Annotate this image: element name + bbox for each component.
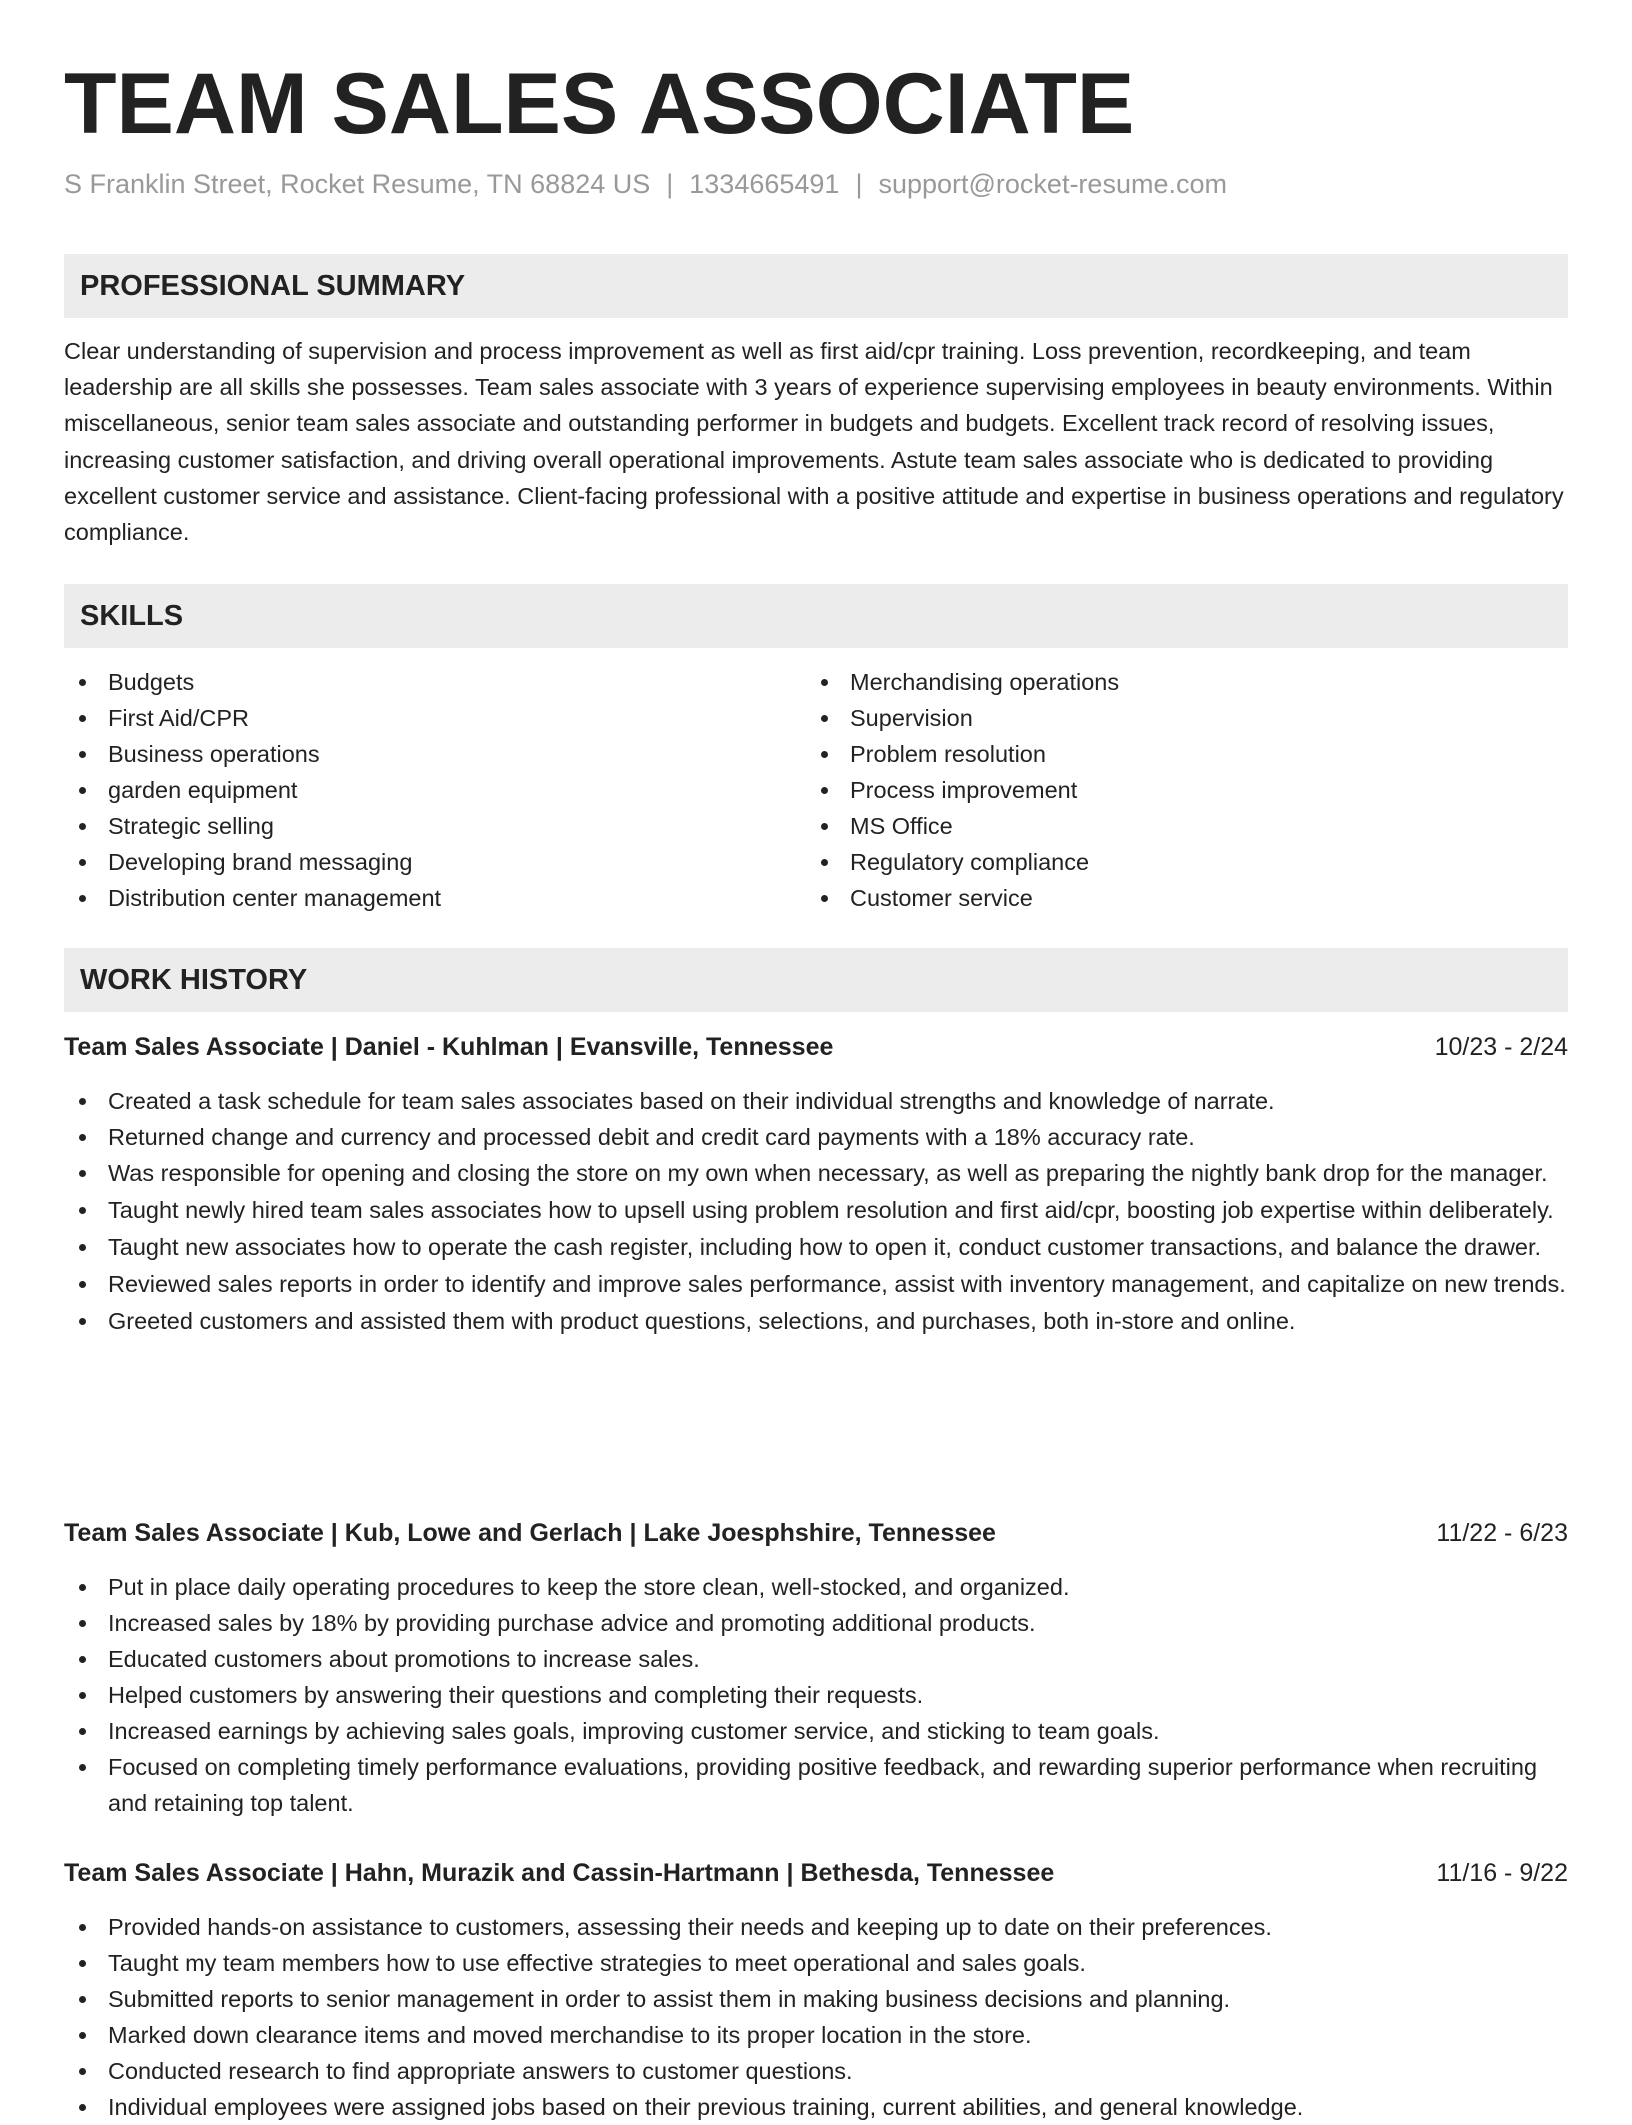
job-bullet: Increased sales by 18% by providing purchase advice and promoting additional products. <box>64 1605 1568 1641</box>
job-bullet: Increased earnings by achieving sales goals, improving customer service, and sticking to team goals. <box>64 1713 1568 1749</box>
job-bullet: Taught new associates how to operate the cash register, including how to open it, conduct customer transactions, and balance the drawer. <box>64 1229 1568 1265</box>
summary-text: Clear understanding of supervision and process improvement as well as first aid/cpr training. Loss prevention, recordkeeping, and team leadership are all skills she possesses. Team sales associate with 3 years of experience supervising employees in beauty environments. Within miscellaneous, senior team sales associate and outstanding performer in budgets and budgets. Excellent track record of resolving issues, increasing customer satisfaction, and driving overall operational improvements. Astute team sales associate who is dedicated to providing excellent customer service and assistance. Client-facing professional with a positive attitude and expertise in business operations and regulatory compliance. <box>64 338 1564 546</box>
skill-item: Regulatory compliance <box>806 844 1506 880</box>
skills-list-left <box>64 664 764 916</box>
job-title: Team Sales Associate | Hahn, Murazik and Cassin-Hartmann | Bethesda, Tennessee <box>64 1859 1055 1887</box>
skill-item: Strategic selling <box>64 808 764 844</box>
job-bullet: Was responsible for opening and closing the store on my own when necessary, as well as preparing the nightly bank drop for the manager. <box>64 1155 1568 1191</box>
job-dates: 11/16 - 9/22 <box>1436 1859 1568 1887</box>
job-bullet: Educated customers about promotions to increase sales. <box>64 1641 1568 1677</box>
skill-item: Developing brand messaging <box>64 844 764 880</box>
skill-item: Budgets <box>64 664 764 700</box>
job-bullets <box>64 1909 1568 2125</box>
job-bullet: Greeted customers and assisted them with product questions, selections, and purchases, both in-store and online. <box>64 1303 1568 1339</box>
job-bullet: Provided hands-on assistance to customers, assessing their needs and keeping up to date on their preferences. <box>64 1909 1568 1945</box>
section-header-work-history: WORK HISTORY <box>64 948 1568 1012</box>
job-title: Team Sales Associate | Kub, Lowe and Gerlach | Lake Joesphshire, Tennessee <box>64 1519 996 1547</box>
job-bullet: Submitted reports to senior management in order to assist them in making business decisions and planning. <box>64 1981 1568 2017</box>
job-dates: 10/23 - 2/24 <box>1434 1033 1568 1061</box>
skill-item: Business operations <box>64 736 764 772</box>
skill-item: Problem resolution <box>806 736 1506 772</box>
skill-item: Distribution center management <box>64 880 764 916</box>
job-bullet: Focused on completing timely performance evaluations, providing positive feedback, and rewarding superior performance when recruiting and retaining top talent. <box>64 1749 1568 1821</box>
job-bullet: Taught my team members how to use effective strategies to meet operational and sales goals. <box>64 1945 1568 1981</box>
resume-name: TEAM SALES ASSOCIATE <box>64 56 1135 152</box>
skill-item: garden equipment <box>64 772 764 808</box>
job-bullets <box>64 1569 1568 1822</box>
job-bullet: Helped customers by answering their questions and completing their requests. <box>64 1677 1568 1713</box>
job-title: Team Sales Associate | Daniel - Kuhlman | Evansville, Tennessee <box>64 1033 834 1061</box>
contact-email: support@rocket-resume.com <box>878 169 1227 199</box>
job-bullets <box>64 1083 1568 1339</box>
skills-list-right <box>806 664 1506 916</box>
section-header-summary: PROFESSIONAL SUMMARY <box>64 254 1568 318</box>
job-bullet: Put in place daily operating procedures to keep the store clean, well-stocked, and organized. <box>64 1569 1568 1605</box>
contact-separator: | <box>855 169 863 199</box>
skill-item: Process improvement <box>806 772 1506 808</box>
job-bullet: Taught newly hired team sales associates how to upsell using problem resolution and first aid/cpr, boosting job expertise within deliberately. <box>64 1192 1568 1228</box>
contact-address: S Franklin Street, Rocket Resume, TN 68824 US <box>64 169 651 199</box>
skill-item: Supervision <box>806 700 1506 736</box>
job-bullet: Returned change and currency and processed debit and credit card payments with a 18% accuracy rate. <box>64 1119 1568 1155</box>
job-bullet: Reviewed sales reports in order to identify and improve sales performance, assist with inventory management, and capitalize on new trends. <box>64 1266 1568 1302</box>
section-header-skills: SKILLS <box>64 584 1568 648</box>
job-bullet: Conducted research to find appropriate answers to customer questions. <box>64 2053 1568 2089</box>
job-bullet: Individual employees were assigned jobs based on their previous training, current abilities, and general knowledge. <box>64 2089 1568 2125</box>
contact-phone: 1334665491 <box>689 169 840 199</box>
job-bullet: Marked down clearance items and moved merchandise to its proper location in the store. <box>64 2017 1568 2053</box>
contact-separator: | <box>666 169 674 199</box>
job-bullet: Created a task schedule for team sales associates based on their individual strengths and knowledge of narrate. <box>64 1083 1568 1119</box>
contact-line <box>64 166 1227 202</box>
job-dates: 11/22 - 6/23 <box>1436 1519 1568 1547</box>
skill-item: Merchandising operations <box>806 664 1506 700</box>
skill-item: First Aid/CPR <box>64 700 764 736</box>
skill-item: Customer service <box>806 880 1506 916</box>
skill-item: MS Office <box>806 808 1506 844</box>
